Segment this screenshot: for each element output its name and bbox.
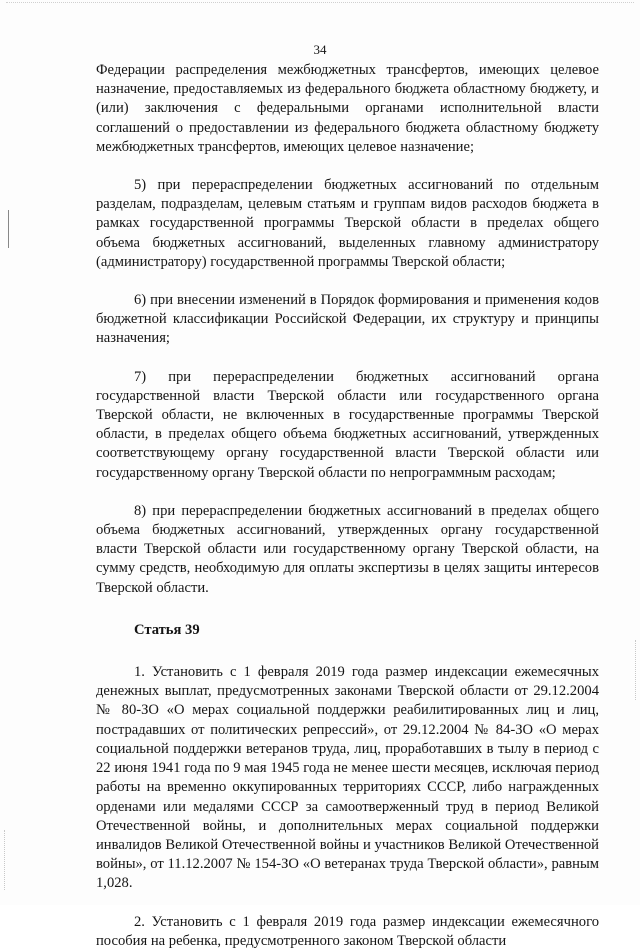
- article-item-2: 2. Установить с 1 февраля 2019 года размер индексации ежемесячного пособия на ребенка, предусмотренного законом Тверской области: [96, 913, 599, 949]
- page-number: 34: [313, 42, 327, 57]
- scan-artifact-header: [6, 2, 634, 13]
- paragraph-item-5: 5) при перераспределении бюджетных ассигнований по отдельным разделам, подразделам, целевым статьям и группам видов расходов бюджета в рамках государственной программы Тверской области в пределах общего объема бюджетных ассигнований, выделенных главному администратору (администратору) государственной программы Тверской области;: [96, 177, 599, 270]
- paragraph-item-6: 6) при внесении изменений в Порядок формирования и применения кодов бюджетной классификации Российской Федерации, их структуру и принципы назначения;: [96, 292, 599, 347]
- margin-mark: [8, 210, 9, 248]
- paragraph-item-8: 8) при перераспределении бюджетных ассигнований в пределах общего объема бюджетных ассигнований, утвержденных органу государственной власти Тверской области или государственному органу Тверской области, на сумму средств, необходимую для оплаты экспертизы в целях защиты интересов Тверской области.: [96, 502, 599, 596]
- paragraph-item-7: 7) при перераспределении бюджетных ассигнований органа государственной власти Тверской области или государственного органа Тверской области, не включенных в государственные программы Тверской области, в пределах общего объема бюджетных ассигнований, утвержденных соответствующему органу государственной власти Тверской области или государственному органу Тверской области по непрограммным расходам;: [96, 368, 599, 481]
- article-heading: Статья 39: [134, 621, 200, 638]
- document-body: [96, 61, 599, 951]
- scan-edge-artifact: [634, 640, 636, 700]
- paragraph-continued: Федерации распределения межбюджетных трансфертов, имеющих целевое назначение, предоставляемых из федерального бюджета областному бюджету, и (или) заключения с федеральными органами исполнительной власти соглашений о предоставлении из федерального бюджета областному бюджету межбюджетных трансфертов, имеющих целевое назначение;: [96, 62, 599, 155]
- scan-edge-artifact-left: [4, 830, 6, 890]
- article-item-1: 1. Установить с 1 февраля 2019 года размер индексации ежемесячных денежных выплат, предусмотренных законами Тверской области от 29.12.2004 № 80-ЗО «О мерах социальной поддержки реабилитированных лиц и лиц, пострадавших от политических репрессий», от 29.12.2004 № 84-ЗО «О мерах социальной поддержки ветеранов труда, лиц, проработавших в тылу в период с 22 июня 1941 года по 9 мая 1945 года не менее шести месяцев, исключая период работы на временно оккупированных территориях СССР, либо награжденных орденами или медалями СССР за самоотверженный труд в период Великой Отечественной войны, и дополнительных мерах социальной поддержки инвалидов Великой Отечественной войны и участников Великой Отечественной войны», от 11.12.2007 № 154-ЗО «О ветеранах труда Тверской области», равным 1,028.: [96, 664, 599, 892]
